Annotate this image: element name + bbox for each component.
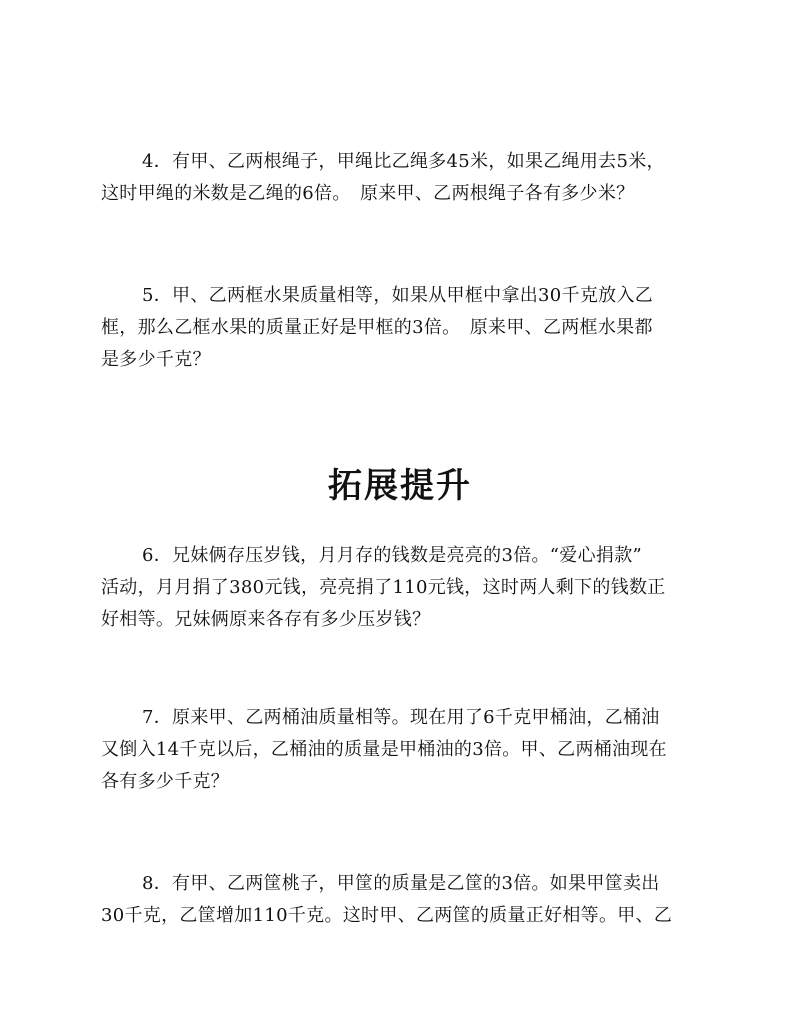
- problem-line: 活动，月月捐了380元钱，亮亮捐了110元钱，这时两人剩下的钱数正: [101, 577, 666, 598]
- problem-5: [101, 280, 701, 376]
- problem-line: 6．兄妹俩存压岁钱，月月存的钱数是亮亮的3倍。“爱心捐款”: [142, 545, 643, 566]
- problem-line: 7．原来甲、乙两桶油质量相等。现在用了6千克甲桶油，乙桶油: [142, 707, 660, 728]
- problem-line: 4．有甲、乙两根绳子，甲绳比乙绳多45米，如果乙绳用去5米，: [142, 151, 665, 172]
- problem-line: 这时甲绳的米数是乙绳的6倍。 原来甲、乙两根绳子各有多少米？: [101, 183, 635, 204]
- section-heading: 拓展提升: [328, 466, 472, 506]
- problem-line: 8．有甲、乙两筐桃子，甲筐的质量是乙筐的3倍。如果甲筐卖出: [142, 873, 660, 894]
- problem-6: [101, 540, 701, 636]
- problem-line: 各有多少千克？: [101, 771, 230, 792]
- problem-7: [101, 702, 701, 798]
- problem-line: 又倒入14千克以后，乙桶油的质量是甲桶油的3倍。甲、乙两桶油现在: [101, 739, 667, 760]
- problem-line: 好相等。兄妹俩原来各存有多少压岁钱？: [101, 609, 431, 630]
- problem-8: [101, 868, 701, 932]
- problem-line: 5．甲、乙两框水果质量相等，如果从甲框中拿出30千克放入乙: [142, 285, 654, 306]
- problem-line: 30千克，乙筐增加110千克。这时甲、乙两筐的质量正好相等。甲、乙: [101, 905, 673, 926]
- problem-line: 是多少千克？: [101, 349, 211, 370]
- problem-line: 框，那么乙框水果的质量正好是甲框的3倍。 原来甲、乙两框水果都: [101, 317, 653, 338]
- problem-4: [101, 146, 701, 210]
